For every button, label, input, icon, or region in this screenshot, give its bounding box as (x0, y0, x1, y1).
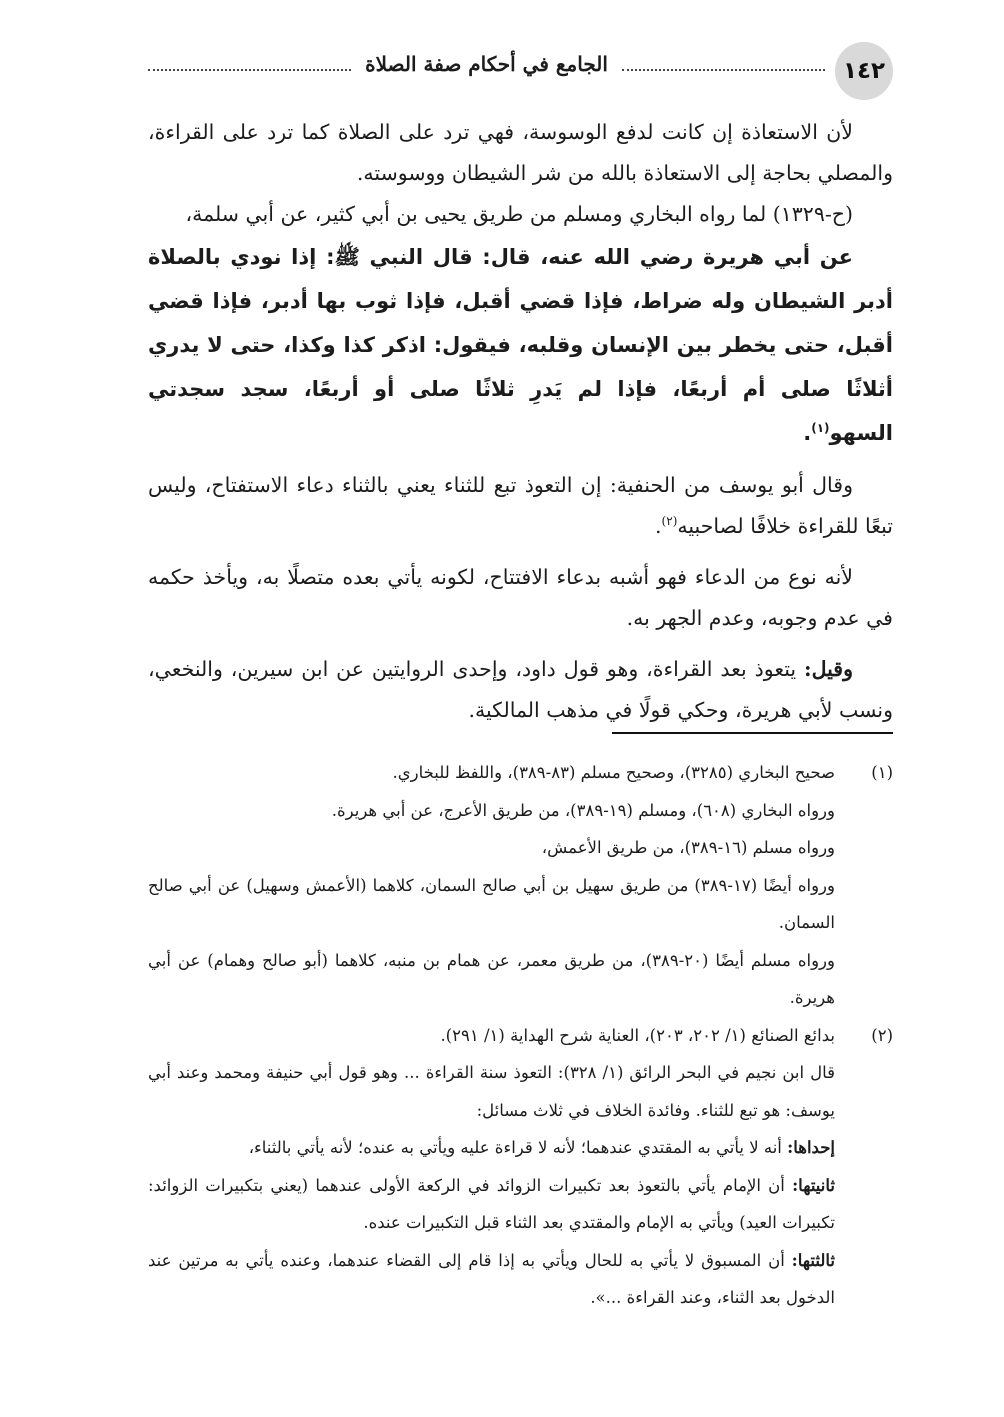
footnote-item-2 (148, 1167, 835, 1242)
footnotes (148, 754, 893, 1317)
footnote-2 (148, 1017, 893, 1317)
footnote-line: ورواه أيضًا (١٧-٣٨٩) من طريق سهيل بن أبي صالح السمان، كلاهما (الأعمش وسهيل) عن أبي صالح السمان. (148, 875, 835, 932)
dotted-leader-left (148, 69, 351, 71)
footnote-line: قال ابن نجيم في البحر الرائق (١/ ٣٢٨): التعوذ سنة القراءة ... وهو قول أبي حنيفة ومحمد وعند أبي يوسف: هو تبع للثناء. وفائدة الخلاف في ثلاث مسائل: (148, 1063, 835, 1120)
footnote-1-body (148, 754, 835, 1017)
footnote-line: ورواه مسلم (١٦-٣٨٩)، من طريق الأعمش، (541, 838, 835, 857)
footnote-item-2-text: أن الإمام يأتي بالتعوذ بعد تكبيرات الزوائد في الركعة الأولى عندهما (يعني بتكبيرات الزوائد: تكبيرات العيد) ويأتي به الإمام والمقتدي بعد الثناء قبل التكبيرات عنده. (148, 1175, 835, 1232)
hadith-text (148, 235, 893, 455)
footnote-item-2-label: ثانيتها: (792, 1175, 835, 1195)
page-header (148, 42, 893, 102)
footnote-2-number: (٢) (871, 1025, 893, 1045)
footnote-line: ورواه مسلم أيضًا (٢٠-٣٨٩)، من طريق معمر، عن همام بن منبه، كلاهما (أبو صالح وهمام) عن أبي هريرة. (148, 950, 835, 1007)
footnote-1 (148, 754, 893, 1017)
paragraph-3 (148, 465, 893, 547)
footnote-item-3-text: أن المسبوق لا يأتي به للحال ويأتي به إذا قام إلى القضاء عندهما، وعنده يأتي به مرتين عند الدخول بعد الثناء، وعند القراءة ...». (148, 1250, 835, 1307)
paragraph-1: لأن الاستعاذة إن كانت لدفع الوسوسة، فهي ترد على الصلاة كما ترد على القراءة، والمصلي بحاجة إلى الاستعاذة بالله من شر الشيطان ووسوسته. (148, 120, 893, 185)
paragraph-2: (ح-١٣٢٩) لما رواه البخاري ومسلم من طريق يحيى بن أبي كثير، عن أبي سلمة، (185, 202, 853, 226)
main-text (148, 112, 893, 731)
hadith-body: عن أبي هريرة رضي الله عنه، قال: قال النبي ﷺ: إذا نودي بالصلاة أدبر الشيطان وله ضراط، فإذا قضي أقبل، فإذا ثوب بها أدبر، فإذا قضي أقبل، حتى يخطر بين الإنسان وقلبه، فيقول: اذكر كذا وكذا، حتى لا يدري أثلاثًا صلى أم أربعًا، فإذا لم يَدرِ ثلاثًا صلى أو أربعًا، سجد سجدتي السهو (148, 245, 893, 445)
footnote-line: صحيح البخاري (٣٢٨٥)، وصحيح مسلم (٨٣-٣٨٩)، واللفظ للبخاري. (392, 763, 835, 782)
footnote-item-3 (148, 1242, 835, 1317)
hadith-end: . (803, 421, 812, 445)
footnote-line: ورواه البخاري (٦٠٨)، ومسلم (١٩-٣٨٩)، من طريق الأعرج، عن أبي هريرة. (331, 800, 835, 820)
running-title: الجامع في أحكام صفة الصلاة (365, 52, 608, 76)
page-number-badge: ١٤٢ (835, 42, 893, 100)
footnote-item-3-label: ثالثتها: (791, 1250, 835, 1270)
paragraph-3-text: وقال أبو يوسف من الحنفية: إن التعوذ تبع للثناء يعني بالثناء دعاء الاستفتاح، وليس تبعًا للقراءة خلافًا لصاحبيه (148, 473, 893, 538)
footnote-line: بدائع الصنائع (١/ ٢٠٢، ٢٠٣)، العناية شرح الهداية (١/ ٢٩١). (440, 1025, 835, 1045)
running-title-row (148, 52, 825, 76)
paragraph-5-label: وقيل: (804, 657, 853, 681)
footnote-item-1-label: إحداها: (787, 1138, 835, 1157)
footnote-2-body (148, 1017, 835, 1317)
footnote-ref-1[interactable]: (١) (811, 421, 830, 435)
paragraph-4: لأنه نوع من الدعاء فهو أشبه بدعاء الافتتاح، لكونه يأتي بعده متصلًا به، ويأخذ حكمه في عدم وجوبه، وعدم الجهر به. (148, 565, 893, 630)
footnote-1-number: (١) (871, 763, 893, 782)
footnote-ref-2[interactable]: (٢) (661, 514, 678, 529)
paragraph-5 (148, 649, 893, 731)
footnote-item-1-text: أنه لا يأتي به المقتدي عندهما؛ لأنه لا قراءة عليه ويأتي به عنده؛ لأنه يأتي بالثناء، (248, 1138, 788, 1157)
footnote-separator (612, 732, 893, 734)
paragraph-5-text: يتعوذ بعد القراءة، وهو قول داود، وإحدى الروايتين عن ابن سيرين، والنخعي، ونسب لأبي هريرة، وحكي قولًا في مذهب المالكية. (148, 657, 893, 722)
footnote-item-1 (148, 1129, 835, 1167)
paragraph-3-end: . (655, 514, 662, 538)
dotted-leader-right (622, 69, 825, 71)
